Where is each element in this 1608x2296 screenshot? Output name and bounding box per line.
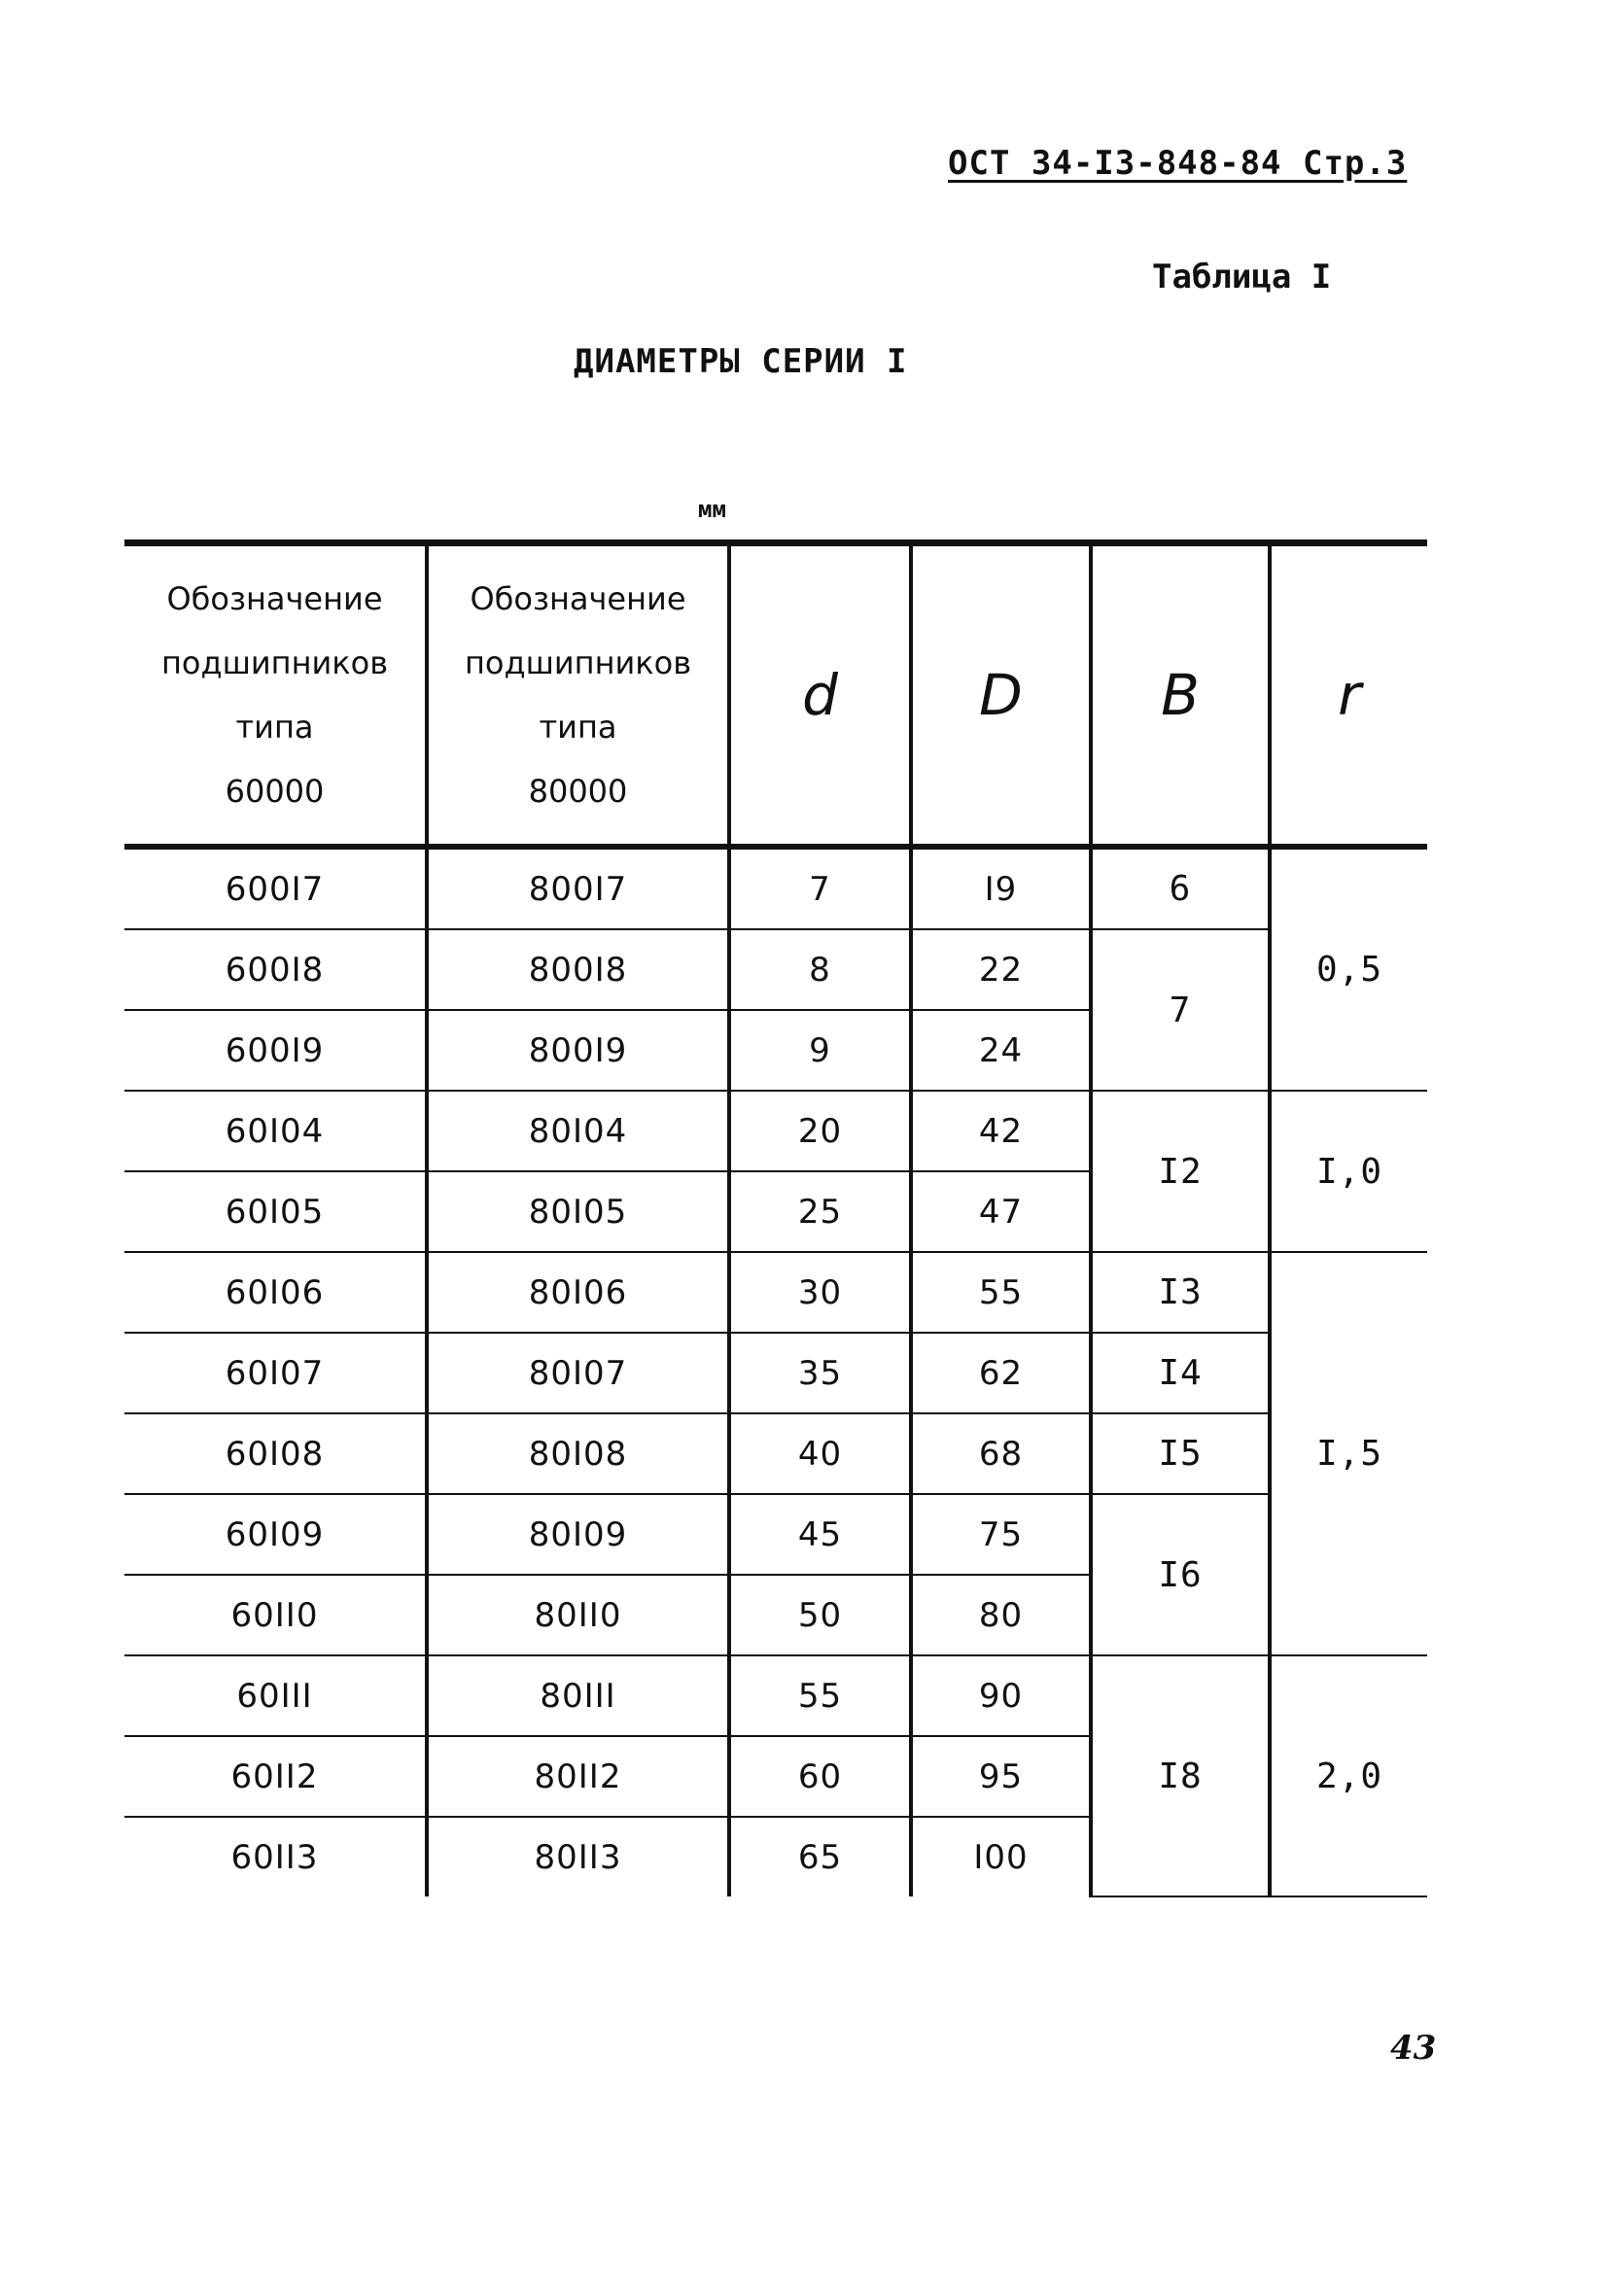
cell-bearing-80000: 800I7 [427,847,729,929]
cell-d: 60 [729,1736,911,1817]
cell-D: 47 [911,1171,1091,1252]
cell-bearing-80000: 80II2 [427,1736,729,1817]
cell-d: 45 [729,1494,911,1575]
cell-bearing-60000: 60I09 [124,1494,427,1575]
header-bearing-60000: Обозначение подшипников типа 60000 [124,543,427,848]
cell-D: 62 [911,1333,1091,1413]
cell-D: 42 [911,1091,1091,1171]
cell-bearing-80000: 80III [427,1655,729,1736]
page-number: 43 [1390,2029,1437,2068]
table-row [124,1091,1427,1171]
cell-bearing-60000: 60II3 [124,1817,427,1896]
cell-bearing-60000: 600I9 [124,1010,427,1091]
cell-bearing-80000: 80I08 [427,1413,729,1494]
cell-B: I5 [1091,1413,1270,1494]
cell-bearing-60000: 600I7 [124,847,427,929]
cell-B: I2 [1091,1091,1270,1252]
cell-bearing-80000: 80II3 [427,1817,729,1896]
units-label: мм [698,496,726,523]
cell-bearing-60000: 600I8 [124,929,427,1010]
cell-r: 2,0 [1270,1655,1427,1896]
cell-B: I6 [1091,1494,1270,1655]
cell-bearing-60000: 60I07 [124,1333,427,1413]
table-row [124,929,1427,1010]
cell-B: 7 [1091,929,1270,1091]
table-row [124,1333,1427,1413]
cell-B: I8 [1091,1655,1270,1896]
header-D: D [911,543,1091,848]
table-row [124,847,1427,929]
cell-bearing-60000: 60I08 [124,1413,427,1494]
header-d: d [729,543,911,848]
cell-D: 55 [911,1252,1091,1333]
cell-bearing-60000: 60II0 [124,1575,427,1655]
cell-r: I,5 [1270,1252,1427,1655]
cell-d: 8 [729,929,911,1010]
cell-d: 35 [729,1333,911,1413]
cell-bearing-80000: 800I9 [427,1010,729,1091]
cell-d: 55 [729,1655,911,1736]
cell-bearing-80000: 80I05 [427,1171,729,1252]
table-row [124,1252,1427,1333]
cell-d: 50 [729,1575,911,1655]
cell-D: 95 [911,1736,1091,1817]
table-row [124,1494,1427,1575]
table-title: ДИАМЕТРЫ СЕРИИ I [574,342,908,381]
cell-D: 24 [911,1010,1091,1091]
cell-D: I00 [911,1817,1091,1896]
header-bearing-80000: Обозначение подшипников типа 80000 [427,543,729,848]
cell-d: 65 [729,1817,911,1896]
cell-bearing-60000: 60I05 [124,1171,427,1252]
table-label: Таблица I [1152,258,1332,296]
table-row [124,1413,1427,1494]
table-row [124,1655,1427,1736]
cell-bearing-60000: 60III [124,1655,427,1736]
cell-B: 6 [1091,847,1270,929]
cell-d: 7 [729,847,911,929]
table-header-row [124,543,1427,848]
cell-bearing-80000: 80I04 [427,1091,729,1171]
cell-B: I3 [1091,1252,1270,1333]
document-code: ОСТ 34-I3-848-84 Стр.3 [948,144,1408,183]
cell-d: 20 [729,1091,911,1171]
cell-bearing-60000: 60I04 [124,1091,427,1171]
cell-D: 22 [911,929,1091,1010]
cell-r: I,0 [1270,1091,1427,1252]
cell-bearing-60000: 60II2 [124,1736,427,1817]
cell-d: 25 [729,1171,911,1252]
cell-B: I4 [1091,1333,1270,1413]
cell-d: 40 [729,1413,911,1494]
cell-D: 68 [911,1413,1091,1494]
cell-bearing-80000: 80I09 [427,1494,729,1575]
cell-bearing-80000: 80I06 [427,1252,729,1333]
cell-r: 0,5 [1270,847,1427,1091]
header-B: B [1091,543,1270,848]
cell-d: 9 [729,1010,911,1091]
diameters-table [124,539,1427,1897]
cell-D: 80 [911,1575,1091,1655]
cell-D: 90 [911,1655,1091,1736]
cell-D: 75 [911,1494,1091,1575]
cell-bearing-60000: 60I06 [124,1252,427,1333]
header-r: r [1270,543,1427,848]
cell-D: I9 [911,847,1091,929]
cell-d: 30 [729,1252,911,1333]
cell-bearing-80000: 80II0 [427,1575,729,1655]
cell-bearing-80000: 80I07 [427,1333,729,1413]
cell-bearing-80000: 800I8 [427,929,729,1010]
